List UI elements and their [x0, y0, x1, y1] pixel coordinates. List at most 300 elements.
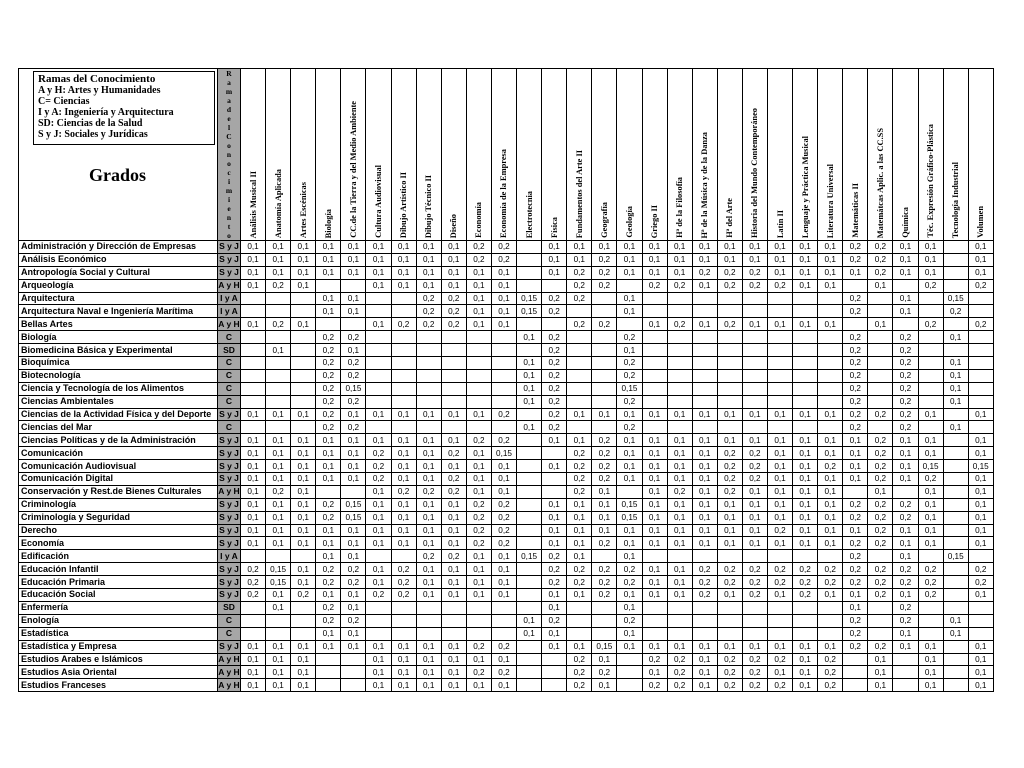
weight-cell: [517, 473, 542, 486]
weight-cell: 0,1: [968, 241, 993, 254]
weight-cell: 0,2: [868, 253, 893, 266]
weight-cell: 0,1: [567, 511, 592, 524]
subject-header-label: Griego II: [650, 204, 660, 238]
weight-cell: [241, 382, 266, 395]
weight-cell: 0,1: [266, 266, 291, 279]
weight-cell: [391, 305, 416, 318]
weight-cell: 0,2: [491, 241, 516, 254]
weight-cell: 0,1: [692, 640, 717, 653]
weight-cell: [943, 679, 968, 692]
weight-cell: [642, 331, 667, 344]
weight-cell: 0,1: [466, 576, 491, 589]
subject-header: [617, 69, 642, 241]
weight-cell: [893, 318, 918, 331]
table-row: [19, 666, 994, 679]
weight-cell: 0,1: [241, 434, 266, 447]
weight-cell: 0,2: [491, 524, 516, 537]
weight-cell: 0,1: [692, 653, 717, 666]
weight-cell: [592, 357, 617, 370]
weight-cell: [843, 318, 868, 331]
weight-cell: 0,1: [241, 408, 266, 421]
weight-cell: [943, 241, 968, 254]
grado-name: Derecho: [19, 524, 218, 537]
weight-cell: [918, 550, 943, 563]
weight-cell: 0,1: [793, 511, 818, 524]
weight-cell: [441, 601, 466, 614]
weight-cell: 0,1: [818, 266, 843, 279]
weight-cell: 0,1: [592, 524, 617, 537]
weight-cell: 0,1: [341, 292, 366, 305]
weight-cell: 0,2: [441, 292, 466, 305]
weight-cell: [517, 253, 542, 266]
weight-cell: 0,2: [266, 318, 291, 331]
weight-cell: 0,1: [918, 666, 943, 679]
weight-cell: 0,1: [366, 653, 391, 666]
weight-cell: [466, 331, 491, 344]
table-row: [19, 614, 994, 627]
rama-cell: S y J: [219, 576, 239, 587]
weight-cell: [818, 627, 843, 640]
weight-cell: [868, 614, 893, 627]
grado-name: Arquitectura: [19, 292, 218, 305]
weight-cell: 0,2: [567, 563, 592, 576]
grado-name: Ciencias de la Actividad Física y del Deporte: [19, 408, 218, 421]
weight-cell: 0,1: [416, 679, 441, 692]
weight-cell: [517, 434, 542, 447]
weight-cell: 0,1: [491, 305, 516, 318]
weight-cell: [291, 344, 316, 357]
grado-name: Biología: [19, 331, 218, 344]
weight-cell: 0,1: [943, 357, 968, 370]
rama-cell: S y J: [219, 460, 239, 471]
weight-cell: 0,1: [818, 473, 843, 486]
rama-cell: C: [218, 357, 241, 370]
weight-cell: 0,1: [266, 524, 291, 537]
weight-cell: 0,2: [542, 344, 567, 357]
weight-cell: 0,1: [843, 524, 868, 537]
weight-cell: 0,1: [868, 279, 893, 292]
table-row: [19, 511, 994, 524]
weight-cell: 0,2: [592, 447, 617, 460]
rama-header-letter: i: [227, 195, 231, 204]
weight-cell: [366, 395, 391, 408]
weight-cell: 0,1: [567, 434, 592, 447]
weight-cell: 0,1: [341, 447, 366, 460]
grado-name: Economía: [19, 537, 218, 550]
weight-cell: [466, 601, 491, 614]
weight-cell: 0,2: [717, 460, 742, 473]
weight-cell: 0,1: [918, 511, 943, 524]
weight-cell: 0,1: [642, 318, 667, 331]
weight-cell: 0,1: [291, 253, 316, 266]
weight-cell: 0,2: [893, 511, 918, 524]
weight-cell: 0,1: [642, 589, 667, 602]
weight-cell: 0,2: [491, 511, 516, 524]
weight-cell: 0,1: [742, 318, 767, 331]
weight-cell: [968, 421, 993, 434]
weight-cell: 0,1: [767, 640, 792, 653]
weight-cell: [617, 679, 642, 692]
weight-cell: 0,2: [542, 305, 567, 318]
weight-cell: 0,2: [617, 369, 642, 382]
weight-cell: 0,1: [968, 653, 993, 666]
subject-header: [818, 69, 843, 241]
weight-cell: 0,1: [366, 524, 391, 537]
weight-cell: 0,1: [441, 679, 466, 692]
rama-header-letter: m: [225, 87, 233, 96]
legend-cell: [19, 69, 218, 241]
weight-cell: 0,1: [241, 241, 266, 254]
weight-cell: 0,2: [391, 576, 416, 589]
weight-cell: [692, 421, 717, 434]
weight-cell: [542, 666, 567, 679]
weight-cell: 0,1: [416, 473, 441, 486]
grado-name: Comunicación Digital: [19, 473, 218, 486]
weight-cell: 0,2: [893, 408, 918, 421]
weight-cell: 0,1: [868, 318, 893, 331]
table-row: [19, 331, 994, 344]
weight-cell: [943, 524, 968, 537]
weight-cell: 0,1: [742, 498, 767, 511]
weight-cell: 0,1: [366, 563, 391, 576]
legend-title: Ramas del Conocimiento: [38, 73, 156, 85]
weight-cell: 0,2: [793, 563, 818, 576]
weight-cell: 0,1: [642, 473, 667, 486]
weight-cell: 0,1: [241, 473, 266, 486]
grado-name: Arqueología: [19, 279, 218, 292]
weight-cell: 0,1: [366, 318, 391, 331]
weight-cell: [241, 369, 266, 382]
weight-cell: [241, 292, 266, 305]
weight-cell: [717, 395, 742, 408]
subject-header: [918, 69, 943, 241]
table-row: [19, 653, 994, 666]
subject-header: [241, 69, 266, 241]
weight-cell: [567, 614, 592, 627]
weight-cell: [391, 292, 416, 305]
weight-cell: [793, 550, 818, 563]
weight-cell: 0,1: [466, 460, 491, 473]
weight-cell: 0,1: [266, 460, 291, 473]
weight-cell: 0,2: [642, 679, 667, 692]
weight-cell: 0,2: [843, 640, 868, 653]
weight-cell: 0,1: [742, 524, 767, 537]
weight-cell: [241, 305, 266, 318]
weight-cell: 0,2: [868, 241, 893, 254]
weight-cell: 0,1: [241, 279, 266, 292]
weight-cell: 0,1: [968, 589, 993, 602]
grado-name: Enfermería: [19, 601, 218, 614]
weight-cell: 0,1: [316, 589, 341, 602]
table-body: [19, 241, 994, 692]
weight-cell: [366, 305, 391, 318]
weight-cell: 0,1: [542, 434, 567, 447]
weight-cell: [793, 382, 818, 395]
weight-cell: [918, 344, 943, 357]
weight-cell: 0,2: [868, 408, 893, 421]
weight-cell: 0,1: [893, 253, 918, 266]
weight-cell: [567, 421, 592, 434]
weight-cell: 0,1: [517, 395, 542, 408]
weight-cell: 0,1: [893, 550, 918, 563]
weight-cell: 0,1: [717, 511, 742, 524]
rama-column-header: [218, 69, 241, 241]
weight-cell: [742, 357, 767, 370]
subject-header: [441, 69, 466, 241]
weight-cell: 0,1: [617, 473, 642, 486]
rama-cell: C: [218, 627, 241, 640]
weight-cell: 0,1: [793, 473, 818, 486]
weight-cell: 0,2: [843, 344, 868, 357]
weight-cell: [818, 357, 843, 370]
table-row: [19, 344, 994, 357]
rama-cell: S y J: [219, 254, 239, 265]
weight-cell: [542, 279, 567, 292]
weight-cell: 0,1: [742, 253, 767, 266]
weight-cell: 0,1: [341, 537, 366, 550]
table-row: [19, 395, 994, 408]
weight-cell: 0,1: [843, 460, 868, 473]
weight-cell: 0,1: [717, 498, 742, 511]
weight-cell: 0,2: [341, 395, 366, 408]
rama-cell: C: [218, 382, 241, 395]
weight-cell: 0,1: [291, 266, 316, 279]
header-row: [19, 69, 994, 241]
weight-cell: [416, 331, 441, 344]
weight-cell: [316, 279, 341, 292]
weight-cell: 0,1: [441, 434, 466, 447]
weight-cell: 0,1: [391, 640, 416, 653]
grado-name: Estudios Asia Oriental: [19, 666, 218, 679]
weight-cell: 0,1: [542, 460, 567, 473]
weight-cell: 0,1: [617, 408, 642, 421]
weight-cell: 0,1: [617, 589, 642, 602]
weight-cell: [491, 421, 516, 434]
weight-cell: 0,1: [793, 408, 818, 421]
weight-cell: [717, 331, 742, 344]
table-row: [19, 576, 994, 589]
weight-cell: 0,1: [767, 460, 792, 473]
weight-cell: 0,1: [617, 266, 642, 279]
weight-cell: 0,1: [968, 537, 993, 550]
table-row: [19, 421, 994, 434]
weight-cell: 0,2: [868, 498, 893, 511]
weight-cell: 0,1: [692, 666, 717, 679]
weight-cell: 0,2: [767, 279, 792, 292]
grado-name: Arquitectura Naval e Ingeniería Marítima: [19, 305, 218, 318]
weight-cell: 0,1: [818, 537, 843, 550]
weight-cell: 0,2: [316, 601, 341, 614]
weight-cell: 0,1: [717, 253, 742, 266]
legend-item: A y H: Artes y Humanidades: [38, 85, 161, 96]
weight-cell: [793, 627, 818, 640]
subject-header-label: Lenguaje y Práctica Musical: [800, 135, 810, 238]
weight-cell: 0,2: [617, 563, 642, 576]
weight-cell: [517, 344, 542, 357]
subject-header: [491, 69, 516, 241]
rama-cell: C: [218, 331, 241, 344]
rama-cell: SD: [218, 344, 241, 357]
weight-cell: [943, 266, 968, 279]
weight-cell: [316, 653, 341, 666]
weight-cell: 0,1: [491, 485, 516, 498]
subject-header-label: Matemátcas Aplic. a las CC.SS: [875, 127, 885, 238]
weight-cell: [843, 485, 868, 498]
weight-cell: 0,1: [316, 524, 341, 537]
rama-cell: S y J: [219, 537, 239, 548]
weight-cell: 0,1: [943, 627, 968, 640]
weight-cell: 0,1: [742, 511, 767, 524]
weight-cell: 0,1: [968, 498, 993, 511]
rama-header-letter: n: [226, 213, 232, 222]
weight-cell: [266, 305, 291, 318]
ponderaciones-table: [18, 68, 994, 692]
weight-cell: 0,15: [517, 305, 542, 318]
weight-cell: 0,1: [491, 279, 516, 292]
table-row: [19, 305, 994, 318]
grado-name: Ciencias Ambientales: [19, 395, 218, 408]
weight-cell: 0,1: [567, 589, 592, 602]
weight-cell: 0,2: [316, 331, 341, 344]
weight-cell: [391, 421, 416, 434]
weight-cell: [416, 614, 441, 627]
weight-cell: [542, 473, 567, 486]
weight-cell: [742, 305, 767, 318]
weight-cell: 0,1: [266, 473, 291, 486]
weight-cell: 0,2: [818, 666, 843, 679]
weight-cell: [868, 369, 893, 382]
weight-cell: 0,1: [416, 576, 441, 589]
weight-cell: 0,2: [341, 331, 366, 344]
weight-cell: [968, 292, 993, 305]
weight-cell: 0,1: [818, 241, 843, 254]
weight-cell: 0,1: [366, 253, 391, 266]
table-row: [19, 279, 994, 292]
weight-cell: 0,1: [266, 408, 291, 421]
weight-cell: 0,1: [918, 408, 943, 421]
weight-cell: [943, 408, 968, 421]
weight-cell: 0,2: [868, 524, 893, 537]
weight-cell: [667, 421, 692, 434]
weight-cell: 0,1: [441, 576, 466, 589]
weight-cell: 0,2: [843, 241, 868, 254]
weight-cell: [291, 305, 316, 318]
weight-cell: [416, 344, 441, 357]
weight-cell: 0,1: [517, 421, 542, 434]
weight-cell: [441, 614, 466, 627]
weight-cell: [818, 550, 843, 563]
weight-cell: 0,1: [567, 253, 592, 266]
weight-cell: 0,1: [491, 563, 516, 576]
weight-cell: 0,2: [567, 576, 592, 589]
weight-cell: 0,1: [416, 524, 441, 537]
weight-cell: [567, 601, 592, 614]
weight-cell: 0,1: [717, 640, 742, 653]
weight-cell: 0,1: [291, 447, 316, 460]
weight-cell: 0,2: [391, 563, 416, 576]
weight-cell: 0,2: [642, 653, 667, 666]
weight-cell: 0,1: [893, 292, 918, 305]
weight-cell: 0,1: [416, 279, 441, 292]
weight-cell: 0,2: [843, 576, 868, 589]
weight-cell: [793, 614, 818, 627]
weight-cell: [717, 421, 742, 434]
table-row: [19, 498, 994, 511]
weight-cell: 0,1: [918, 679, 943, 692]
subject-header-label: Matemáticas II: [850, 183, 860, 238]
weight-cell: [291, 382, 316, 395]
weight-cell: 0,1: [416, 498, 441, 511]
weight-cell: [642, 601, 667, 614]
weight-cell: [667, 292, 692, 305]
weight-cell: [517, 679, 542, 692]
weight-cell: 0,1: [316, 266, 341, 279]
weight-cell: 0,1: [241, 666, 266, 679]
subject-header: [291, 69, 316, 241]
weight-cell: [391, 395, 416, 408]
weight-cell: 0,1: [441, 511, 466, 524]
weight-cell: 0,1: [391, 447, 416, 460]
weight-cell: [642, 614, 667, 627]
weight-cell: 0,1: [642, 537, 667, 550]
ponderaciones-sheet: [18, 68, 994, 692]
weight-cell: [868, 395, 893, 408]
weight-cell: [241, 614, 266, 627]
weight-cell: [692, 344, 717, 357]
weight-cell: [667, 344, 692, 357]
weight-cell: [717, 601, 742, 614]
weight-cell: [717, 550, 742, 563]
weight-cell: 0,2: [893, 344, 918, 357]
grado-name: Estudios Franceses: [19, 679, 218, 692]
weight-cell: 0,1: [667, 640, 692, 653]
weight-cell: 0,2: [567, 447, 592, 460]
weight-cell: 0,2: [617, 395, 642, 408]
weight-cell: [291, 357, 316, 370]
weight-cell: 0,1: [843, 601, 868, 614]
weight-cell: [517, 589, 542, 602]
weight-cell: [742, 601, 767, 614]
weight-cell: [441, 369, 466, 382]
grado-name: Criminología y Seguridad: [19, 511, 218, 524]
weight-cell: 0,1: [893, 460, 918, 473]
rama-cell: A y H: [218, 318, 240, 329]
weight-cell: [466, 357, 491, 370]
weight-cell: 0,1: [767, 408, 792, 421]
weight-cell: [943, 576, 968, 589]
weight-cell: [968, 331, 993, 344]
weight-cell: 0,2: [868, 563, 893, 576]
weight-cell: 0,1: [868, 485, 893, 498]
weight-cell: [968, 357, 993, 370]
weight-cell: 0,1: [667, 563, 692, 576]
weight-cell: 0,2: [316, 511, 341, 524]
weight-cell: 0,2: [843, 627, 868, 640]
weight-cell: 0,1: [266, 344, 291, 357]
weight-cell: 0,2: [918, 279, 943, 292]
grado-name: Educación Infantil: [19, 563, 218, 576]
weight-cell: 0,1: [918, 253, 943, 266]
weight-cell: 0,2: [592, 666, 617, 679]
weight-cell: 0,1: [266, 511, 291, 524]
weight-cell: 0,1: [692, 511, 717, 524]
weight-cell: [241, 395, 266, 408]
weight-cell: 0,2: [717, 318, 742, 331]
weight-cell: 0,1: [793, 640, 818, 653]
weight-cell: 0,1: [542, 241, 567, 254]
subject-header: [391, 69, 416, 241]
table-row: [19, 473, 994, 486]
